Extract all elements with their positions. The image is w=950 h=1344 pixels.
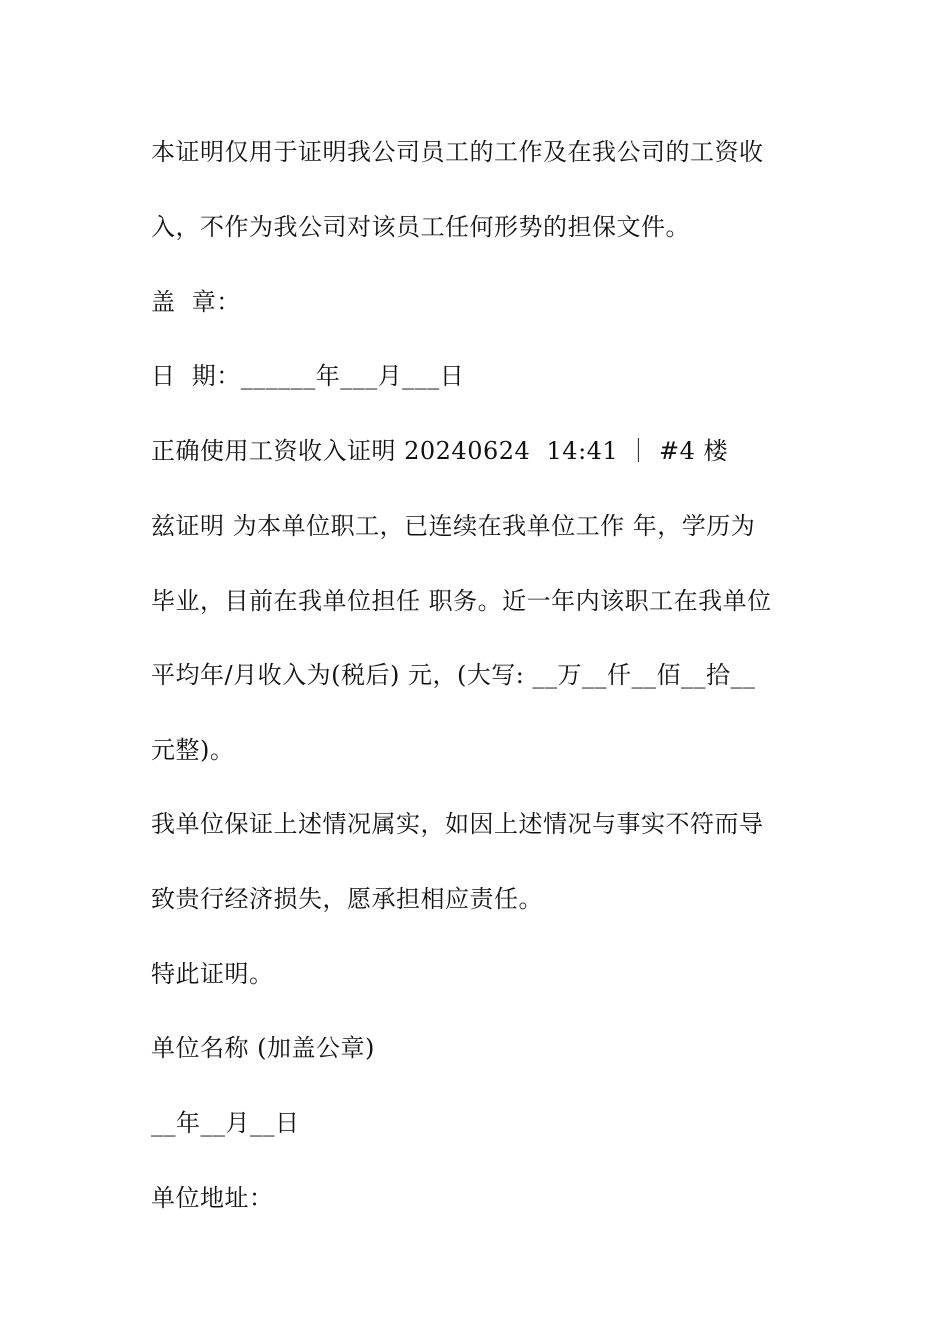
text-line-7: 毕业，目前在我单位担任 职务。近一年内该职工在我单位 <box>151 587 772 615</box>
text-line-11: 致贵行经济损失，愿承担相应责任。 <box>151 885 543 913</box>
text-line-6: 兹证明 为本单位职工，已连续在我单位工作 年，学历为 <box>151 512 756 540</box>
text-line-10: 我单位保证上述情况属实，如因上述情况与事实不符而导 <box>151 810 764 838</box>
signature-date-line: __年__月__日 <box>151 1109 300 1137</box>
text-line-8: 平均年/月收入为(税后) 元，(大写: __万__仟__佰__拾__ <box>151 661 756 689</box>
text-line-1: 本证明仅用于证明我公司员工的工作及在我公司的工资收 <box>151 138 764 166</box>
text-line-9: 元整)。 <box>151 736 235 764</box>
stamp-label: 盖 章： <box>151 288 241 316</box>
unit-address-label: 单位地址： <box>151 1184 274 1212</box>
text-line-12: 特此证明。 <box>151 960 274 988</box>
unit-name-label: 单位名称 (加盖公章) <box>151 1034 375 1062</box>
section-heading: 正确使用工资收入证明 20240624 14:41 ｜ #4 楼 <box>151 437 728 465</box>
text-line-2: 入，不作为我公司对该员工任何形势的担保文件。 <box>151 213 690 241</box>
date-line: 日 期：______年___月___日 <box>151 362 465 390</box>
